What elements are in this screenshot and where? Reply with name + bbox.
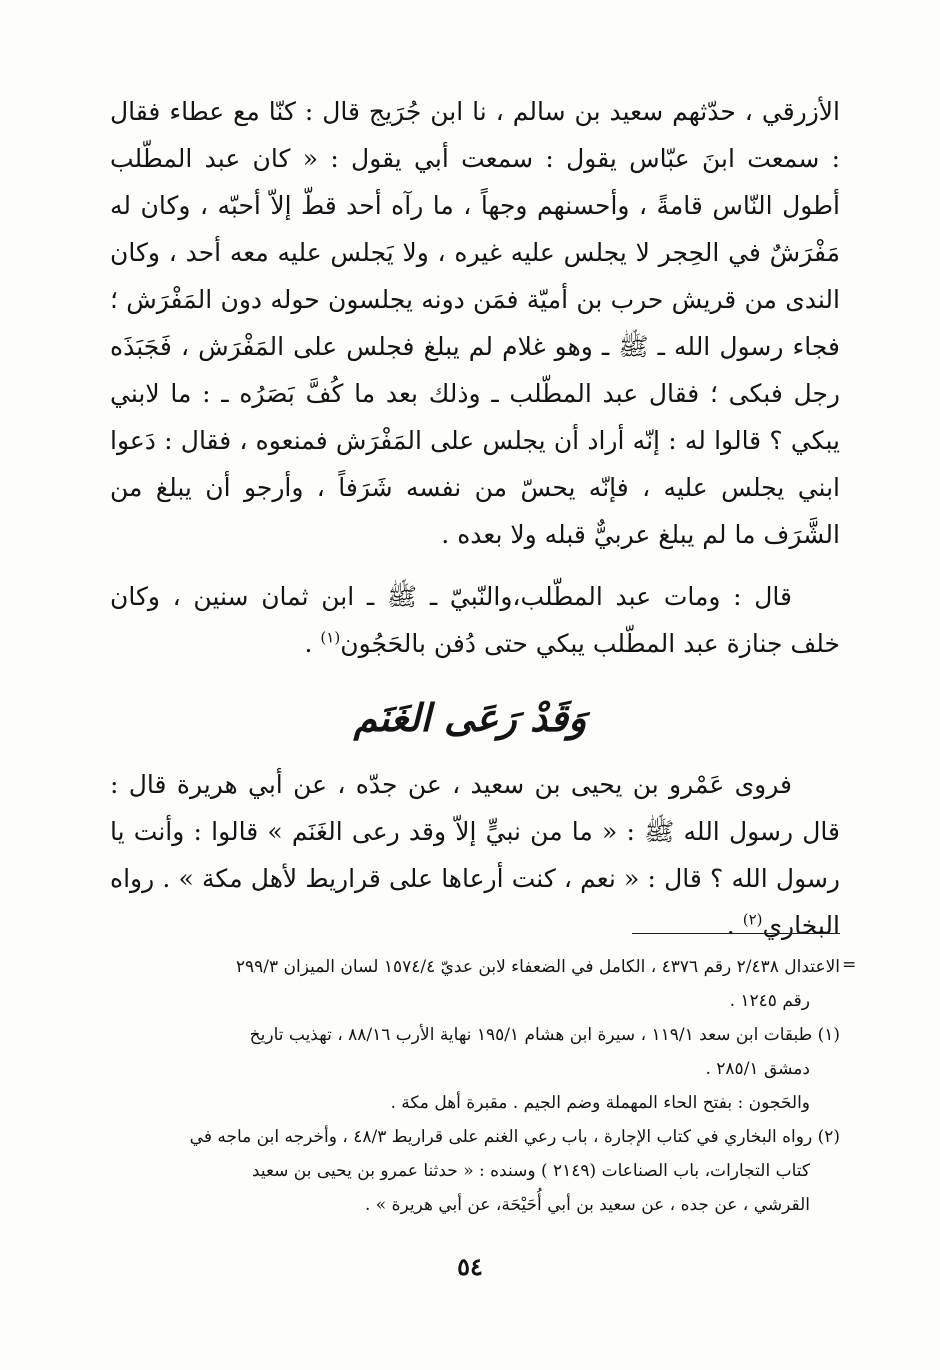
- footnotes: [100, 950, 840, 1222]
- footnote-line: دمشق ٢٨٥/١ .: [705, 1059, 810, 1079]
- footnote-line: القرشي ، عن جده ، عن سعيد بن أبي أُحَيْحَة، عن أبي هريرة » .: [364, 1195, 810, 1215]
- paragraph-2: [110, 573, 840, 667]
- paragraph-3: [110, 761, 840, 949]
- footnote-line: (٢) رواه البخاري في كتاب الإجارة ، باب رعي الغنم على قراريط ٤٨/٣ ، وأخرجه ابن ماجه في: [189, 1127, 840, 1147]
- footnote-line: والحَجون : بفتح الحاء المهملة وضم الجيم . مقبرة أهل مكة .: [390, 1093, 810, 1113]
- footnote-line: (١) طبقات ابن سعد ١١٩/١ ، سيرة ابن هشام ١٩٥/١ نهاية الأرب ٨٨/١٦ ، تهذيب تاريخ: [249, 1025, 840, 1045]
- footnote-separator: [632, 933, 840, 934]
- footnote-1: [100, 1018, 840, 1120]
- footnote-continuation: [100, 950, 840, 1018]
- footnote-line: الاعتدال ٢/٤٣٨ رقم ٤٣٧٦ ، الكامل في الضعفاء لابن عديّ ١٥٧٤/٤ لسان الميزان ٢٩٩/٣: [235, 957, 840, 977]
- footnote-ref-2: (٢): [742, 910, 763, 929]
- paragraph-2-text: قال : ومات عبد المطّلب،والنّبيّ ـ ﷺ ـ ابن ثمان سنين ، وكان خلف جنازة عبد المطّلب يبكي حتى دُفن بالحَجُون: [110, 582, 840, 658]
- footnote-line: رقم ١٢٤٥ .: [729, 991, 810, 1011]
- footnote-ref-1: (١): [320, 628, 341, 647]
- footnote-continuation-mark: =: [842, 955, 857, 975]
- paragraph-2-end: .: [304, 629, 321, 658]
- paragraph-3-text: فروى عَمْرو بن يحيى بن سعيد ، عن جدّه ، عن أبي هريرة قال : قال رسول الله ﷺ : « ما من نبيٍّ إلاّ وقد رعى الغَنَم » قالوا : وأنت يا رسول الله ؟ قال : « نعم ، كنت أرعاها على قراريط لأهل مكة » . رواه البخاري: [110, 770, 840, 940]
- footnote-2: [100, 1120, 840, 1222]
- paragraph-1: الأزرقي ، حدّثهم سعيد بن سالم ، نا ابن جُرَيج قال : كنّا مع عطاء فقال : سمعت ابنَ عبّاس يقول : سمعت أبي يقول : « كان عبد المطّلب أطول النّاس قامةً ، وأحسنهم وجهاً ، ما رآه أحد قطّ إلاّ أحبّه ، وكان له مَفْرَشٌ في الحِجر لا يجلس عليه غيره ، ولا يَجلس عليه معه أحد ، وكان الندى من قريش حرب بن أميّة فمَن دونه يجلسون حوله دون المَفْرَش ؛ فجاء رسول الله ـ ﷺ ـ وهو غلام لم يبلغ فجلس على المَفْرَش ، فَجَبَذَه رجل فبكى ؛ فقال عبد المطّلب ـ وذلك بعد ما كُفَّ بَصَرُه ـ : ما لابني يبكي ؟ قالوا له : إنّه أراد أن يجلس على المَفْرَش فمنعوه ، فقال : دَعوا ابني يجلس عليه ، فإنّه يحسّ من نفسه شَرَفاً ، وأرجو أن يبلغ من الشَّرَف ما لم يبلغ عربيٌّ قبله ولا بعده .: [110, 97, 841, 549]
- footnote-line: كتاب التجارات، باب الصناعات (٢١٤٩ ) وسنده : « حدثنا عمرو بن يحيى بن سعيد: [251, 1161, 810, 1181]
- paragraph-3-end: .: [726, 911, 743, 940]
- page-number: ٥٤: [457, 1252, 483, 1281]
- section-heading: وَقَدْ رَعَى الغَنَم: [353, 695, 587, 740]
